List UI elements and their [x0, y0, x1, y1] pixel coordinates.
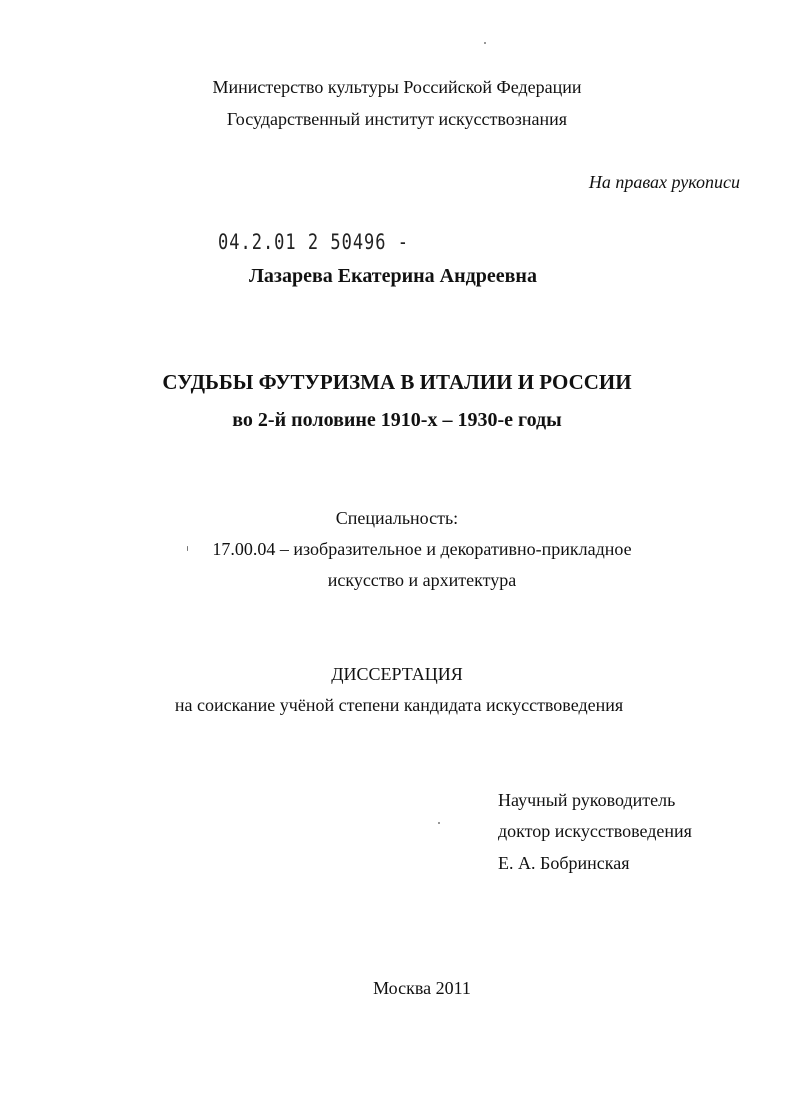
scan-speck — [438, 822, 440, 824]
specialty-code-line: 17.00.04 – изобразительное и декоративно-прикладное — [212, 539, 632, 559]
place-and-year: Москва 2011 — [373, 978, 471, 998]
supervisor-role: Научный руководитель — [498, 790, 676, 810]
dissertation-title: СУДЬБЫ ФУТУРИЗМА В ИТАЛИИ И РОССИИ — [162, 370, 632, 394]
dissertation-subtitle: во 2-й половине 1910-х – 1930-е годы — [232, 409, 562, 431]
scan-speck — [484, 42, 486, 44]
manuscript-note: На правах рукописи — [588, 172, 740, 192]
ministry-line: Министерство культуры Российской Федерации — [212, 77, 582, 97]
specialty-line-2: искусство и архитектура — [327, 570, 517, 590]
supervisor-degree: доктор искусствоведения — [498, 821, 692, 841]
institute-line: Государственный институт искусствознания — [226, 109, 568, 129]
degree-purpose: на соискание учёной степени кандидата искусствоведения — [174, 695, 624, 715]
author-name: Лазарева Екатерина Андреевна — [249, 265, 537, 287]
supervisor-name: Е. А. Бобринская — [498, 853, 630, 873]
document-type-heading: ДИССЕРТАЦИЯ — [331, 664, 463, 684]
catalog-stamp: 04.2.01 2 50496 - — [218, 230, 409, 255]
specialty-label: Специальность: — [335, 508, 459, 528]
